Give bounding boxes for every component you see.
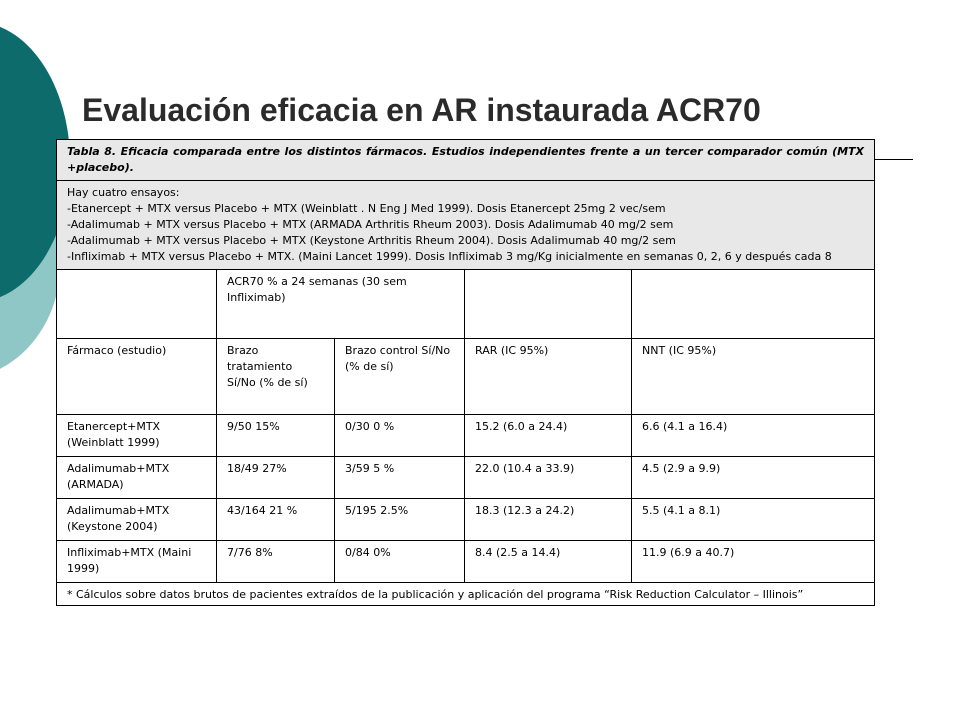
empty-cell — [465, 270, 632, 339]
cell-drug: Adalimumab+MTX (ARMADA) — [57, 457, 217, 499]
table-intro — [57, 181, 875, 270]
slide-title: Evaluación eficacia en AR instaurada ACR70 — [82, 92, 761, 128]
intro-line: Hay cuatro ensayos: — [67, 186, 180, 199]
table-row — [57, 499, 875, 541]
cell-treatment: 43/164 21 % — [217, 499, 335, 541]
header-drug: Fármaco (estudio) — [57, 339, 217, 415]
group-header: ACR70 % a 24 semanas (30 sem Infliximab) — [217, 270, 465, 339]
cell-control: 3/59 5 % — [335, 457, 465, 499]
header-rar: RAR (IC 95%) — [465, 339, 632, 415]
empty-cell — [632, 270, 875, 339]
cell-rar: 22.0 (10.4 a 33.9) — [465, 457, 632, 499]
cell-nnt: 11.9 (6.9 a 40.7) — [632, 541, 875, 583]
table-footnote: * Cálculos sobre datos brutos de pacientes extraídos de la publicación y aplicación del programa “Risk Reduction Calculator – Illinois” — [57, 583, 875, 606]
intro-line: -Adalimumab + MTX versus Placebo + MTX (ARMADA Arthritis Rheum 2003). Dosis Adalimumab 40 mg/2 sem — [67, 218, 674, 231]
cell-treatment: 7/76 8% — [217, 541, 335, 583]
header-control-arm: Brazo control Sí/No (% de sí) — [335, 339, 465, 415]
cell-nnt: 6.6 (4.1 a 16.4) — [632, 415, 875, 457]
column-headers — [57, 339, 875, 415]
empty-cell — [57, 270, 217, 339]
cell-drug: Etanercept+MTX (Weinblatt 1999) — [57, 415, 217, 457]
efficacy-table — [56, 139, 875, 606]
cell-nnt: 4.5 (2.9 a 9.9) — [632, 457, 875, 499]
intro-line: -Infliximab + MTX versus Placebo + MTX. (Maini Lancet 1999). Dosis Infliximab 3 mg/Kg inicialmente en semanas 0, 2, 6 y después cada 8 — [67, 250, 832, 263]
table-row — [57, 541, 875, 583]
header-nnt: NNT (IC 95%) — [632, 339, 875, 415]
cell-drug: Infliximab+MTX (Maini 1999) — [57, 541, 217, 583]
table-caption: Tabla 8. Eficacia comparada entre los distintos fármacos. Estudios independientes frente a un tercer comparador común (MTX +placebo). — [57, 140, 875, 181]
cell-drug: Adalimumab+MTX (Keystone 2004) — [57, 499, 217, 541]
header-treatment-arm: Brazo tratamiento Sí/No (% de sí) — [217, 339, 335, 415]
table-row — [57, 457, 875, 499]
cell-treatment: 9/50 15% — [217, 415, 335, 457]
cell-control: 0/84 0% — [335, 541, 465, 583]
cell-control: 0/30 0 % — [335, 415, 465, 457]
cell-control: 5/195 2.5% — [335, 499, 465, 541]
cell-rar: 15.2 (6.0 a 24.4) — [465, 415, 632, 457]
table-row — [57, 415, 875, 457]
intro-line: -Etanercept + MTX versus Placebo + MTX (Weinblatt . N Eng J Med 1999). Dosis Etanercept 25mg 2 vec/sem — [67, 202, 666, 215]
cell-rar: 8.4 (2.5 a 14.4) — [465, 541, 632, 583]
intro-line: -Adalimumab + MTX versus Placebo + MTX (Keystone Arthritis Rheum 2004). Dosis Adalimumab 40 mg/2 sem — [67, 234, 676, 247]
cell-rar: 18.3 (12.3 a 24.2) — [465, 499, 632, 541]
cell-nnt: 5.5 (4.1 a 8.1) — [632, 499, 875, 541]
cell-treatment: 18/49 27% — [217, 457, 335, 499]
